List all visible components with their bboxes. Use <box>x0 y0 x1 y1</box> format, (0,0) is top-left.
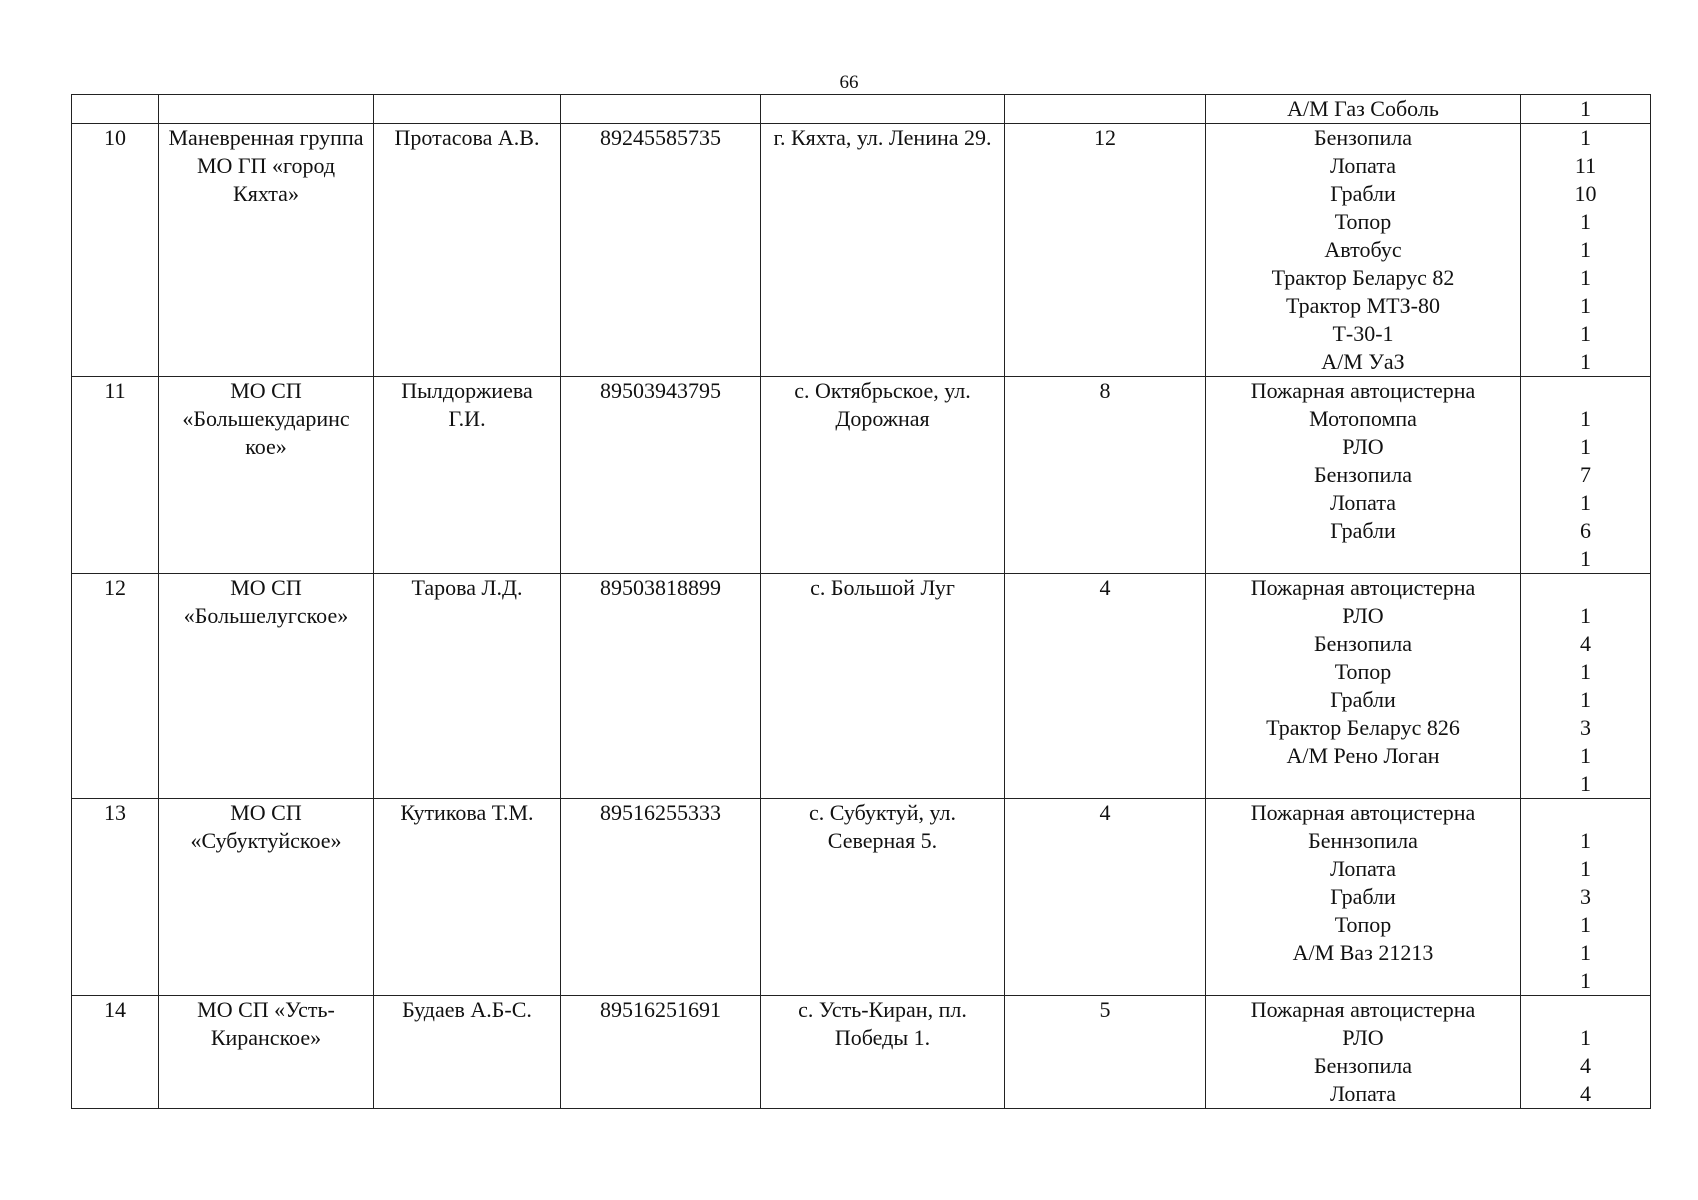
equipment-item: Топор <box>1334 912 1392 937</box>
equipment-item: Бензопила <box>1313 125 1413 150</box>
equipment-item: Пожарная автоцистерна <box>1250 378 1476 403</box>
address-cell: г. Кяхта, ул. Ленина 29. <box>761 124 1005 377</box>
responsible-person-cell <box>374 95 561 124</box>
quantity-item: 6 <box>1580 518 1591 543</box>
equipment-item: Бензопила <box>1313 1053 1413 1078</box>
table-row <box>72 574 1651 799</box>
equipment-item: Топор <box>1334 209 1392 234</box>
equipment-item: Т-30-1 <box>1332 321 1394 346</box>
phone-cell: 89503943795 <box>561 377 761 574</box>
quantity-item <box>1527 799 1644 827</box>
quantity-item <box>1527 377 1644 405</box>
quantity-item: 1 <box>1580 912 1591 937</box>
equipment-item: Топор <box>1334 659 1392 684</box>
row-number-cell: 10 <box>72 124 159 377</box>
quantity-item: 1 <box>1580 968 1591 993</box>
table-row <box>72 95 1651 124</box>
equipment-item: Трактор МТЗ-80 <box>1286 293 1440 318</box>
equipment-list-cell <box>1206 574 1521 799</box>
quantity-item: 1 <box>1580 490 1591 515</box>
quantity-item: 1 <box>1580 321 1591 346</box>
equipment-list-cell <box>1206 124 1521 377</box>
equipment-item: Бензопила <box>1313 631 1413 656</box>
equipment-item: Лопата <box>1330 490 1396 515</box>
phone-cell <box>561 95 761 124</box>
organization-cell: МО СП «Усть-Киранское» <box>159 996 374 1109</box>
row-number-cell: 13 <box>72 799 159 996</box>
quantity-item: 1 <box>1580 293 1591 318</box>
organization-cell <box>159 95 374 124</box>
equipment-item: А/М УаЗ <box>1321 349 1405 374</box>
equipment-item: Пожарная автоцистерна <box>1250 997 1476 1022</box>
staff-count-cell <box>1005 95 1206 124</box>
quantity-item: 1 <box>1580 406 1591 431</box>
quantity-list-cell <box>1521 377 1651 574</box>
address-cell: с. Большой Луг <box>761 574 1005 799</box>
phone-cell: 89516255333 <box>561 799 761 996</box>
quantity-item: 1 <box>1580 687 1591 712</box>
equipment-list-cell <box>1206 996 1521 1109</box>
equipment-list-cell <box>1206 95 1521 124</box>
quantity-item: 1 <box>1580 209 1591 234</box>
address-cell <box>761 95 1005 124</box>
quantity-item: 4 <box>1580 1053 1591 1078</box>
address-cell: с. Усть-Киран, пл. Победы 1. <box>761 996 1005 1109</box>
equipment-item: А/М Газ Соболь <box>1287 96 1439 121</box>
address-cell: с. Субуктуй, ул. Северная 5. <box>761 799 1005 996</box>
quantity-item: 1 <box>1580 940 1591 965</box>
equipment-item: А/М Ваз 21213 <box>1292 940 1434 965</box>
quantity-item: 4 <box>1580 631 1591 656</box>
equipment-item: Бензопила <box>1313 462 1413 487</box>
table-row <box>72 124 1651 377</box>
table-row <box>72 377 1651 574</box>
quantity-item: 3 <box>1580 715 1591 740</box>
equipment-item: Автобус <box>1324 237 1402 262</box>
row-number-cell: 11 <box>72 377 159 574</box>
organization-cell: Маневренная группа МО ГП «город Кяхта» <box>159 124 374 377</box>
equipment-item: Грабли <box>1330 884 1396 909</box>
equipment-list-cell <box>1206 377 1521 574</box>
quantity-item: 1 <box>1580 771 1591 796</box>
equipment-item: Трактор Беларус 826 <box>1266 715 1460 740</box>
equipment-table <box>71 94 1651 1109</box>
staff-count-cell: 12 <box>1005 124 1206 377</box>
quantity-item: 7 <box>1580 462 1591 487</box>
organization-cell: МО СП «Субуктуйское» <box>159 799 374 996</box>
equipment-item: РЛО <box>1342 434 1384 459</box>
quantity-list-cell <box>1521 996 1651 1109</box>
staff-count-cell: 4 <box>1005 574 1206 799</box>
equipment-item: Пожарная автоцистерна <box>1250 575 1476 600</box>
quantity-item: 1 <box>1580 828 1591 853</box>
equipment-item: Грабли <box>1330 181 1396 206</box>
row-number-cell: 12 <box>72 574 159 799</box>
quantity-item: 1 <box>1580 96 1591 121</box>
quantity-list-cell <box>1521 95 1651 124</box>
quantity-list-cell <box>1521 124 1651 377</box>
equipment-item: Лопата <box>1330 856 1396 881</box>
quantity-item: 10 <box>1574 181 1597 206</box>
quantity-item: 1 <box>1580 1025 1591 1050</box>
page-number: 66 <box>839 72 859 93</box>
responsible-person-cell: Протасова А.В. <box>374 124 561 377</box>
responsible-person-cell: Тарова Л.Д. <box>374 574 561 799</box>
staff-count-cell: 8 <box>1005 377 1206 574</box>
responsible-person-cell: Пылдоржиева Г.И. <box>374 377 561 574</box>
equipment-list-cell <box>1206 799 1521 996</box>
staff-count-cell: 5 <box>1005 996 1206 1109</box>
equipment-item: Пожарная автоцистерна <box>1250 800 1476 825</box>
organization-cell: МО СП «Большелугское» <box>159 574 374 799</box>
row-number-cell <box>72 95 159 124</box>
staff-count-cell: 4 <box>1005 799 1206 996</box>
quantity-item: 4 <box>1580 1081 1591 1106</box>
equipment-item: Лопата <box>1330 1081 1396 1106</box>
table-row <box>72 799 1651 996</box>
quantity-item: 1 <box>1580 743 1591 768</box>
phone-cell: 89516251691 <box>561 996 761 1109</box>
equipment-item: Трактор Беларус 82 <box>1271 265 1455 290</box>
quantity-item: 1 <box>1580 125 1591 150</box>
quantity-item <box>1527 574 1644 602</box>
table-row <box>72 996 1651 1109</box>
equipment-item: РЛО <box>1342 603 1384 628</box>
equipment-item: Мотопомпа <box>1309 406 1417 431</box>
quantity-list-cell <box>1521 574 1651 799</box>
address-cell: с. Октябрьское, ул. Дорожная <box>761 377 1005 574</box>
equipment-item: Грабли <box>1330 687 1396 712</box>
quantity-item: 1 <box>1580 546 1591 571</box>
equipment-item: Лопата <box>1330 153 1396 178</box>
quantity-item: 1 <box>1580 237 1591 262</box>
equipment-item: Грабли <box>1330 518 1396 543</box>
quantity-item: 3 <box>1580 884 1591 909</box>
quantity-item: 11 <box>1574 153 1597 178</box>
equipment-item: Беннзопила <box>1308 828 1418 853</box>
responsible-person-cell: Будаев А.Б-С. <box>374 996 561 1109</box>
quantity-item: 1 <box>1580 434 1591 459</box>
quantity-item: 1 <box>1580 265 1591 290</box>
row-number-cell: 14 <box>72 996 159 1109</box>
quantity-item: 1 <box>1580 856 1591 881</box>
responsible-person-cell: Кутикова Т.М. <box>374 799 561 996</box>
equipment-item: РЛО <box>1342 1025 1384 1050</box>
quantity-item: 1 <box>1580 659 1591 684</box>
organization-cell: МО СП «Большекударинс кое» <box>159 377 374 574</box>
quantity-item: 1 <box>1580 349 1591 374</box>
quantity-list-cell <box>1521 799 1651 996</box>
phone-cell: 89245585735 <box>561 124 761 377</box>
quantity-item: 1 <box>1580 603 1591 628</box>
equipment-item: А/М Рено Логан <box>1286 743 1440 768</box>
phone-cell: 89503818899 <box>561 574 761 799</box>
quantity-item <box>1527 996 1644 1024</box>
